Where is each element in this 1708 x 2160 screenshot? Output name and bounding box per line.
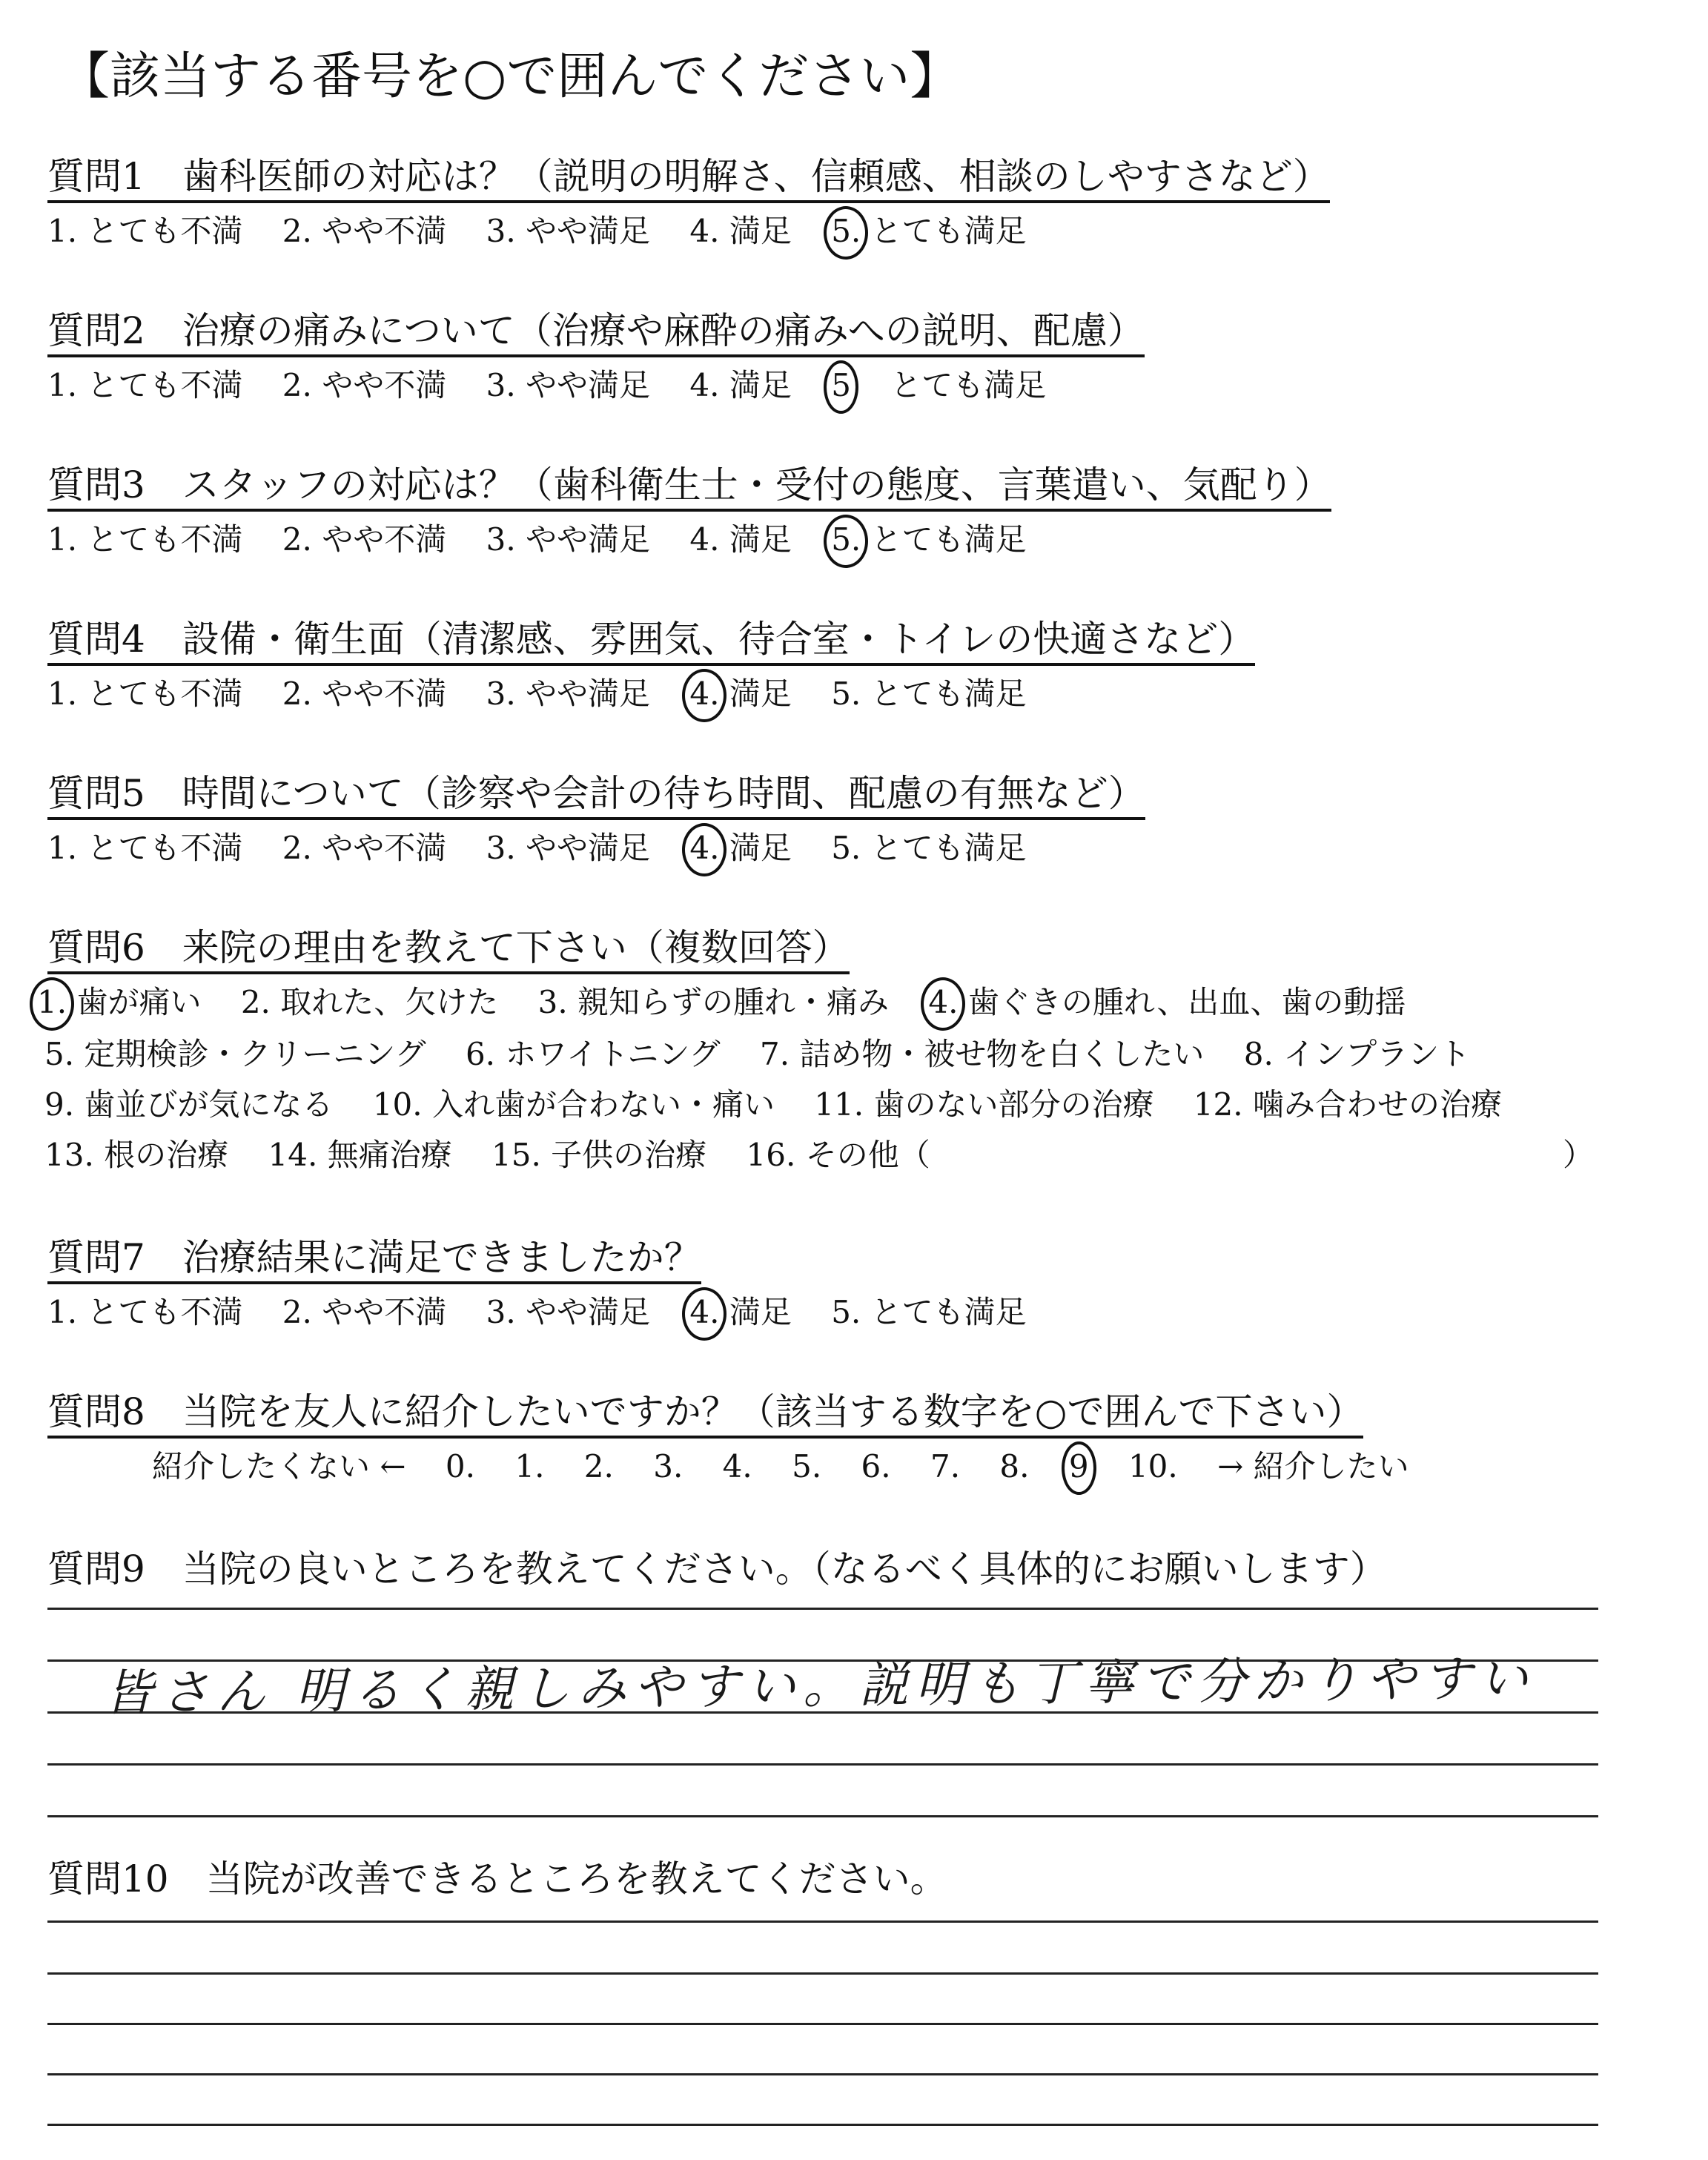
page-title: 【該当する番号を○で囲んでください】	[59, 47, 961, 106]
q3-option-5-text: とても満足	[870, 521, 1027, 558]
question-5-options	[47, 828, 1027, 869]
question-1-options	[47, 211, 1027, 252]
q6-option-12[interactable]: 12. 噛み合わせの治療	[1193, 1086, 1502, 1123]
question-9-label: 質問9 当院の良いところを教えてください。（なるべく具体的にお願いします）	[47, 1548, 1387, 1591]
q6-row-1	[37, 982, 1406, 1023]
question-5-label: 質問5 時間について（診察や会計の待ち時間、配慮の有無など）	[47, 771, 1145, 820]
question-7-options	[47, 1292, 1027, 1333]
question-7-label: 質問7 治療結果に満足できましたか？	[47, 1235, 701, 1284]
q1-option-5-text: とても満足	[870, 213, 1027, 249]
q10-answer-line-1[interactable]	[47, 1920, 1598, 1923]
q6-option-1-circled[interactable]: 1.	[37, 982, 67, 1023]
q7-option-4-text: 満足	[729, 1294, 792, 1330]
question-3-label: 質問3 スタッフの対応は？（歯科衛生士・受付の態度、言葉遣い、気配り）	[47, 463, 1331, 512]
q2-option-4[interactable]: 4. 満足	[689, 367, 792, 403]
question-3-options	[47, 519, 1027, 561]
q4-option-4-text: 満足	[729, 676, 792, 712]
q7-option-2[interactable]: 2. やや不満	[282, 1294, 447, 1330]
q6-option-1-text: 歯が痛い	[76, 984, 202, 1020]
q8-score-3[interactable]: 3.	[653, 1448, 683, 1484]
q1-option-1[interactable]: 1. とても不満	[47, 213, 243, 249]
q2-option-5-text: とても満足	[890, 367, 1047, 403]
q6-option-2[interactable]: 2. 取れた、欠けた	[240, 984, 499, 1020]
q6-option-16[interactable]: 16. その他（	[746, 1137, 930, 1173]
q1-option-4[interactable]: 4. 満足	[689, 213, 792, 249]
q8-score-4[interactable]: 4.	[722, 1448, 752, 1484]
q7-option-1[interactable]: 1. とても不満	[47, 1294, 243, 1330]
q6-option-10[interactable]: 10. 入れ歯が合わない・痛い	[372, 1086, 775, 1123]
q8-score-2[interactable]: 2.	[583, 1448, 614, 1484]
q6-option-14[interactable]: 14. 無痛治療	[268, 1137, 452, 1173]
q10-answer-line-3[interactable]	[47, 2023, 1598, 2025]
q6-option-6[interactable]: 6. ホワイトニング	[465, 1036, 721, 1072]
question-10-label: 質問10 当院が改善できるところを教えてください。	[47, 1857, 947, 1900]
q6-row-3	[44, 1084, 1502, 1126]
q6-option-9[interactable]: 9. 歯並びが気になる	[44, 1086, 334, 1123]
q7-option-5[interactable]: 5. とても満足	[831, 1294, 1027, 1330]
q4-option-4-circled[interactable]: 4.	[689, 673, 719, 715]
q3-option-2[interactable]: 2. やや不満	[282, 521, 447, 558]
q6-option-15[interactable]: 15. 子供の治療	[491, 1137, 707, 1173]
q6-option-4-circled[interactable]: 4.	[928, 982, 958, 1023]
q8-right-label: → 紹介したい	[1217, 1448, 1409, 1484]
q8-left-label: 紹介したくない ←	[152, 1448, 406, 1484]
q10-answer-line-4[interactable]	[47, 2073, 1598, 2075]
q1-option-5-circled[interactable]: 5.	[831, 211, 861, 252]
question-1-label: 質問1 歯科医師の対応は？（説明の明解さ、信頼感、相談のしやすさなど）	[47, 154, 1330, 203]
q8-score-8[interactable]: 8.	[999, 1448, 1030, 1484]
q6-other-close-paren: ）	[1562, 1137, 1594, 1173]
q5-option-1[interactable]: 1. とても不満	[47, 830, 243, 866]
q8-scale	[152, 1446, 1409, 1487]
q8-score-5[interactable]: 5.	[792, 1448, 822, 1484]
q5-option-5[interactable]: 5. とても満足	[831, 830, 1027, 866]
q5-option-4-text: 満足	[729, 830, 792, 866]
q6-option-8[interactable]: 8. インプラント	[1243, 1036, 1471, 1072]
q8-score-9-circled[interactable]: 9	[1069, 1446, 1089, 1487]
q10-answer-line-5[interactable]	[47, 2124, 1598, 2126]
q6-row-4	[44, 1135, 1594, 1176]
q6-option-3[interactable]: 3. 親知らずの腫れ・痛み	[537, 984, 890, 1020]
q9-answer-line-5[interactable]	[47, 1815, 1598, 1817]
q3-option-5-circled[interactable]: 5.	[831, 519, 861, 561]
q3-option-4[interactable]: 4. 満足	[689, 521, 792, 558]
q4-option-5[interactable]: 5. とても満足	[831, 676, 1027, 712]
q8-score-1[interactable]: 1.	[514, 1448, 545, 1484]
q4-option-3[interactable]: 3. やや満足	[486, 676, 651, 712]
q5-option-4-circled[interactable]: 4.	[689, 828, 719, 869]
q9-answer-line-4[interactable]	[47, 1763, 1598, 1766]
q3-option-3[interactable]: 3. やや満足	[486, 521, 651, 558]
q9-answer-line-1[interactable]	[47, 1608, 1598, 1610]
q4-option-2[interactable]: 2. やや不満	[282, 676, 447, 712]
q8-score-10[interactable]: 10.	[1128, 1448, 1178, 1484]
question-8-label: 質問8 当院を友人に紹介したいですか？（該当する数字を○で囲んで下さい）	[47, 1390, 1363, 1439]
question-2-label: 質問2 治療の痛みについて（治療や麻酔の痛みへの説明、配慮）	[47, 308, 1145, 357]
q2-option-3[interactable]: 3. やや満足	[486, 367, 651, 403]
q6-row-2	[44, 1034, 1470, 1075]
question-2-options	[47, 365, 1046, 406]
q6-option-4-text: 歯ぐきの腫れ、出血、歯の動揺	[967, 984, 1406, 1020]
q4-option-1[interactable]: 1. とても不満	[47, 676, 243, 712]
q6-option-11[interactable]: 11. 歯のない部分の治療	[814, 1086, 1154, 1123]
question-4-options	[47, 673, 1027, 715]
q7-option-3[interactable]: 3. やや満足	[486, 1294, 651, 1330]
q8-score-6[interactable]: 6.	[861, 1448, 891, 1484]
q2-option-5-circled[interactable]: 5	[831, 365, 851, 406]
q6-option-7[interactable]: 7. 詰め物・被せ物を白くしたい	[759, 1036, 1205, 1072]
q8-score-0[interactable]: 0.	[445, 1448, 475, 1484]
q2-option-2[interactable]: 2. やや不満	[282, 367, 447, 403]
q8-score-7[interactable]: 7.	[930, 1448, 961, 1484]
q5-option-3[interactable]: 3. やや満足	[486, 830, 651, 866]
q1-option-3[interactable]: 3. やや満足	[486, 213, 651, 249]
q3-option-1[interactable]: 1. とても不満	[47, 521, 243, 558]
q6-option-5[interactable]: 5. 定期検診・クリーニング	[44, 1036, 426, 1072]
q9-handwritten-answer: 皆さん 明るく親しみやすい。説明も丁寧で分かりやすい	[103, 1649, 1536, 1723]
q1-option-2[interactable]: 2. やや不満	[282, 213, 447, 249]
q2-option-1[interactable]: 1. とても不満	[47, 367, 243, 403]
q5-option-2[interactable]: 2. やや不満	[282, 830, 447, 866]
q7-option-4-circled[interactable]: 4.	[689, 1292, 719, 1333]
q6-option-13[interactable]: 13. 根の治療	[44, 1137, 229, 1173]
question-4-label: 質問4 設備・衛生面（清潔感、雰囲気、待合室・トイレの快適さなど）	[47, 617, 1255, 666]
question-6-label: 質問6 来院の理由を教えて下さい（複数回答）	[47, 925, 850, 974]
q10-answer-line-2[interactable]	[47, 1972, 1598, 1975]
